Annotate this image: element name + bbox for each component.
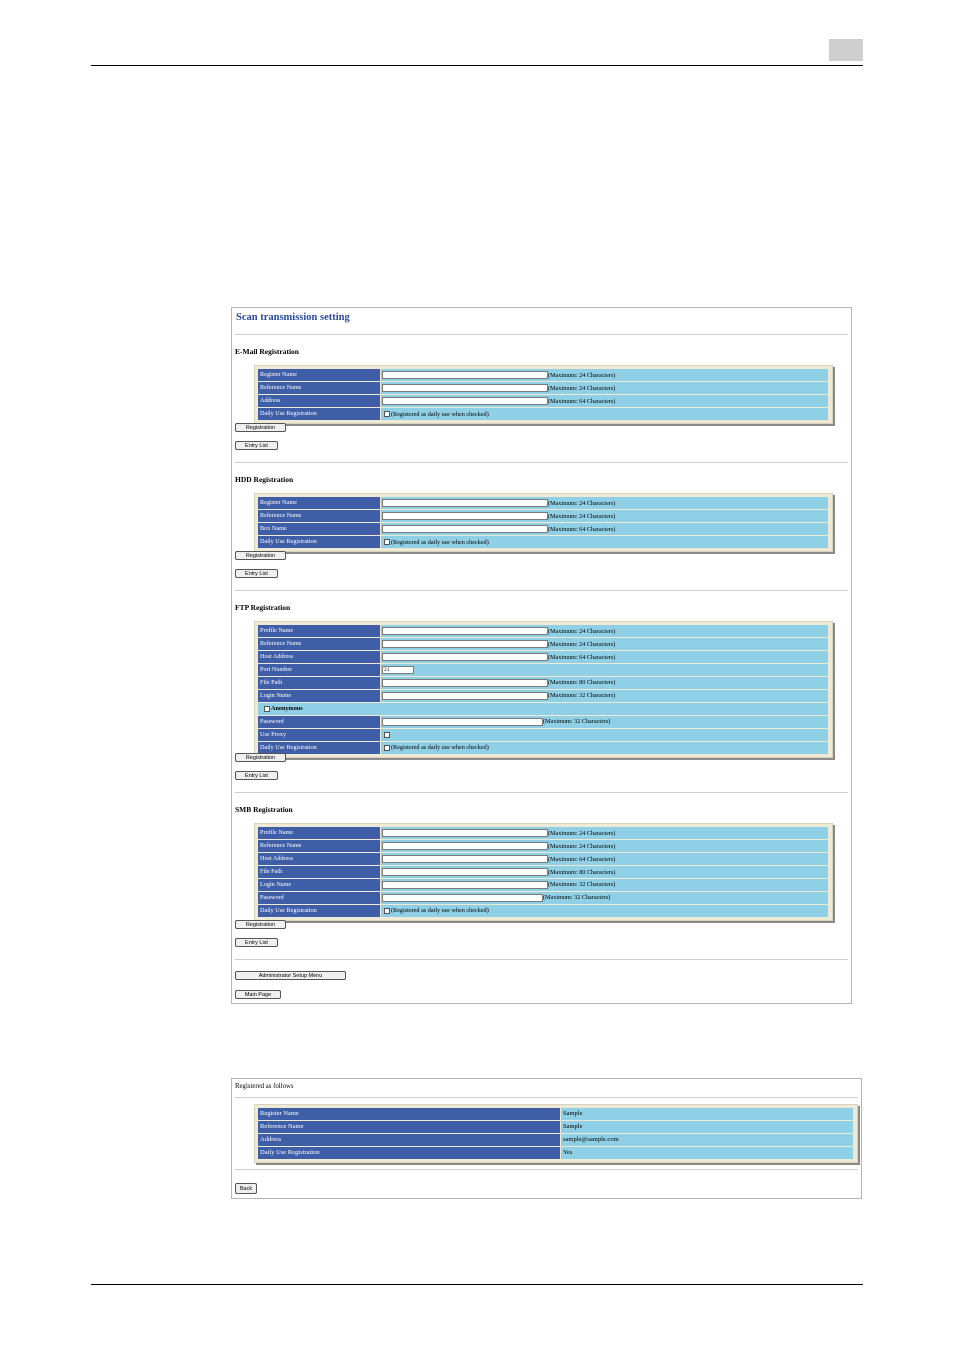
form-row-use-proxy [258,729,828,741]
profile-name-input[interactable] [382,829,548,837]
email-registration-button[interactable]: Registration [235,423,286,432]
divider [235,959,848,960]
anonymous-checkbox[interactable] [264,706,270,712]
form-row-reference-name [258,840,828,852]
result-row-reference-name [258,1121,853,1133]
page-number-box [829,39,863,61]
form-row-address [258,395,828,407]
form-row-reference-name [258,510,828,522]
max-length-hint: (Maximum: 64 Characters) [548,855,616,863]
form-row-register-name [258,369,828,381]
result-row-register-name [258,1108,853,1120]
ftp-form-table [254,621,833,758]
header-rule [91,65,863,66]
page-title: Scan transmission setting [236,312,350,323]
field-label: Reference Name [258,510,380,522]
checkbox-hint: (Registered as daily use when checked) [391,538,489,546]
file-path-input[interactable] [382,679,548,687]
max-length-hint: (Maximum: 32 Characters) [543,894,611,902]
back-button[interactable]: Back [235,1183,257,1194]
form-row-daily-use-registration [258,905,828,917]
form-row-reference-name [258,638,828,650]
field-value-cell [381,892,828,904]
field-label: File Path [258,866,380,878]
max-length-hint: (Maximum: 80 Characters) [548,679,616,687]
field-value-cell [381,395,828,407]
max-length-hint: (Maximum: 24 Characters) [548,842,616,850]
field-label: Reference Name [258,382,380,394]
smb-registration-button[interactable]: Registration [235,920,286,929]
field-value-cell [381,638,828,650]
smb-form-table [254,823,833,921]
main-page-button[interactable]: Main Page [235,990,281,999]
field-value-cell [381,369,828,381]
checkbox-hint: (Registered as daily use when checked) [391,907,489,915]
reference-name-input[interactable] [382,384,548,392]
reference-name-input[interactable] [382,512,548,520]
form-row-profile-name [258,827,828,839]
max-length-hint: (Maximum: 24 Characters) [548,371,616,379]
field-value-cell [381,497,828,509]
field-value-cell [381,651,828,663]
register-name-input[interactable] [382,371,548,379]
administrator-setup-menu-button[interactable]: Administrator Setup Menu [235,971,346,980]
max-length-hint: (Maximum: 32 Characters) [548,881,616,889]
result-label: Address [258,1134,560,1146]
max-length-hint: (Maximum: 24 Characters) [548,384,616,392]
field-label: Login Name [258,879,380,891]
scan-transmission-panel [231,307,852,1004]
field-value-cell [381,536,828,548]
profile-name-input[interactable] [382,627,548,635]
field-value-cell [381,905,828,917]
field-value-cell [381,879,828,891]
email-section-title: E-Mail Registration [235,347,299,356]
form-row-host-address [258,651,828,663]
field-label: Daily Use Registration [258,905,380,917]
form-row-box-name [258,523,828,535]
max-length-hint: (Maximum: 64 Characters) [548,397,616,405]
form-row-login-name [258,879,828,891]
field-label: Port Number [258,664,380,676]
field-label: Register Name [258,497,380,509]
max-length-hint: (Maximum: 64 Characters) [548,653,616,661]
port-number-input[interactable]: 21 [382,666,414,674]
field-value-cell [381,664,828,676]
divider [235,590,848,591]
anonymous-option [258,703,828,715]
form-row-reference-name [258,382,828,394]
field-value-cell [381,382,828,394]
max-length-hint: (Maximum: 32 Characters) [543,718,611,726]
login-name-input[interactable] [382,692,548,700]
field-value-cell [381,523,828,535]
field-label: File Path [258,677,380,689]
file-path-input[interactable] [382,868,548,876]
result-label: Reference Name [258,1121,560,1133]
email-form-table [254,365,833,424]
hdd-entry-list-button[interactable]: Entry List [235,569,278,578]
field-value-cell [381,677,828,689]
field-label: Use Proxy [258,729,380,741]
host-address-input[interactable] [382,653,548,661]
max-length-hint: (Maximum: 24 Characters) [548,512,616,520]
field-value-cell [381,827,828,839]
max-length-hint: (Maximum: 24 Characters) [548,627,616,635]
divider [235,334,848,335]
checkbox-hint: (Registered as daily use when checked) [391,744,489,752]
form-row-password [258,716,828,728]
divider [235,1097,858,1098]
daily-use-registration-checkbox[interactable] [384,411,390,417]
divider [235,792,848,793]
reference-name-input[interactable] [382,640,548,648]
field-label: Daily Use Registration [258,408,380,420]
field-label: Reference Name [258,840,380,852]
footer-rule [91,1284,863,1285]
form-row-login-name [258,690,828,702]
ftp-registration-button[interactable]: Registration [235,753,286,762]
password-input[interactable] [382,718,543,726]
field-label: Register Name [258,369,380,381]
ftp-entry-list-button[interactable]: Entry List [235,771,278,780]
form-row-daily-use-registration [258,408,828,420]
email-entry-list-button[interactable]: Entry List [235,441,278,450]
use-proxy-checkbox[interactable] [384,732,390,738]
result-value: Sample [561,1108,853,1120]
login-name-input[interactable] [382,881,548,889]
box-name-input[interactable] [382,525,548,533]
field-value-cell [381,840,828,852]
form-row-file-path [258,677,828,689]
checkbox-hint: (Registered as daily use when checked) [391,410,489,418]
result-label: Register Name [258,1108,560,1120]
smb-entry-list-button[interactable]: Entry List [235,938,278,947]
field-value-cell [381,625,828,637]
form-row-register-name [258,497,828,509]
max-length-hint: (Maximum: 24 Characters) [548,829,616,837]
form-row-host-address [258,853,828,865]
field-value-cell [381,742,828,754]
result-row-daily-use-registration [258,1147,853,1159]
field-value-cell [381,729,828,741]
result-label: Daily Use Registration [258,1147,560,1159]
field-value-cell [381,853,828,865]
field-label: Box Name [258,523,380,535]
field-label: Host Address [258,651,380,663]
field-label: Address [258,395,380,407]
field-value-cell [381,510,828,522]
form-row-anonymous [258,703,828,715]
max-length-hint: (Maximum: 64 Characters) [548,525,616,533]
result-value: sample@sample.com [561,1134,853,1146]
field-label: Reference Name [258,638,380,650]
daily-use-registration-checkbox[interactable] [384,745,390,751]
anonymous-label: Anonymous [271,705,303,713]
result-row-address [258,1134,853,1146]
divider [235,1169,858,1170]
field-label: Profile Name [258,625,380,637]
result-heading: Registered as follows [235,1083,294,1090]
hdd-form-table [254,493,833,552]
hdd-registration-button[interactable]: Registration [235,551,286,560]
field-label: Password [258,716,380,728]
field-label: Daily Use Registration [258,536,380,548]
field-value-cell [381,716,828,728]
max-length-hint: (Maximum: 32 Characters) [548,692,616,700]
field-label: Password [258,892,380,904]
form-row-daily-use-registration [258,536,828,548]
ftp-section-title: FTP Registration [235,603,291,612]
result-value: Yes [561,1147,853,1159]
smb-section-title: SMB Registration [235,805,293,814]
registration-result-panel [231,1078,862,1199]
field-label: Profile Name [258,827,380,839]
daily-use-registration-checkbox[interactable] [384,908,390,914]
password-input[interactable] [382,894,543,902]
form-row-daily-use-registration [258,742,828,754]
host-address-input[interactable] [382,855,548,863]
max-length-hint: (Maximum: 24 Characters) [548,640,616,648]
form-row-file-path [258,866,828,878]
address-input[interactable] [382,397,548,405]
register-name-input[interactable] [382,499,548,507]
field-label: Daily Use Registration [258,742,380,754]
max-length-hint: (Maximum: 80 Characters) [548,868,616,876]
reference-name-input[interactable] [382,842,548,850]
form-row-profile-name [258,625,828,637]
form-row-password [258,892,828,904]
divider [235,462,848,463]
field-value-cell [381,408,828,420]
result-table [254,1104,858,1163]
field-label: Host Address [258,853,380,865]
hdd-section-title: HDD Registration [235,475,294,484]
daily-use-registration-checkbox[interactable] [384,539,390,545]
field-value-cell [381,866,828,878]
max-length-hint: (Maximum: 24 Characters) [548,499,616,507]
field-value-cell [381,690,828,702]
result-value: Sample [561,1121,853,1133]
form-row-port-number [258,664,828,676]
field-label: Login Name [258,690,380,702]
